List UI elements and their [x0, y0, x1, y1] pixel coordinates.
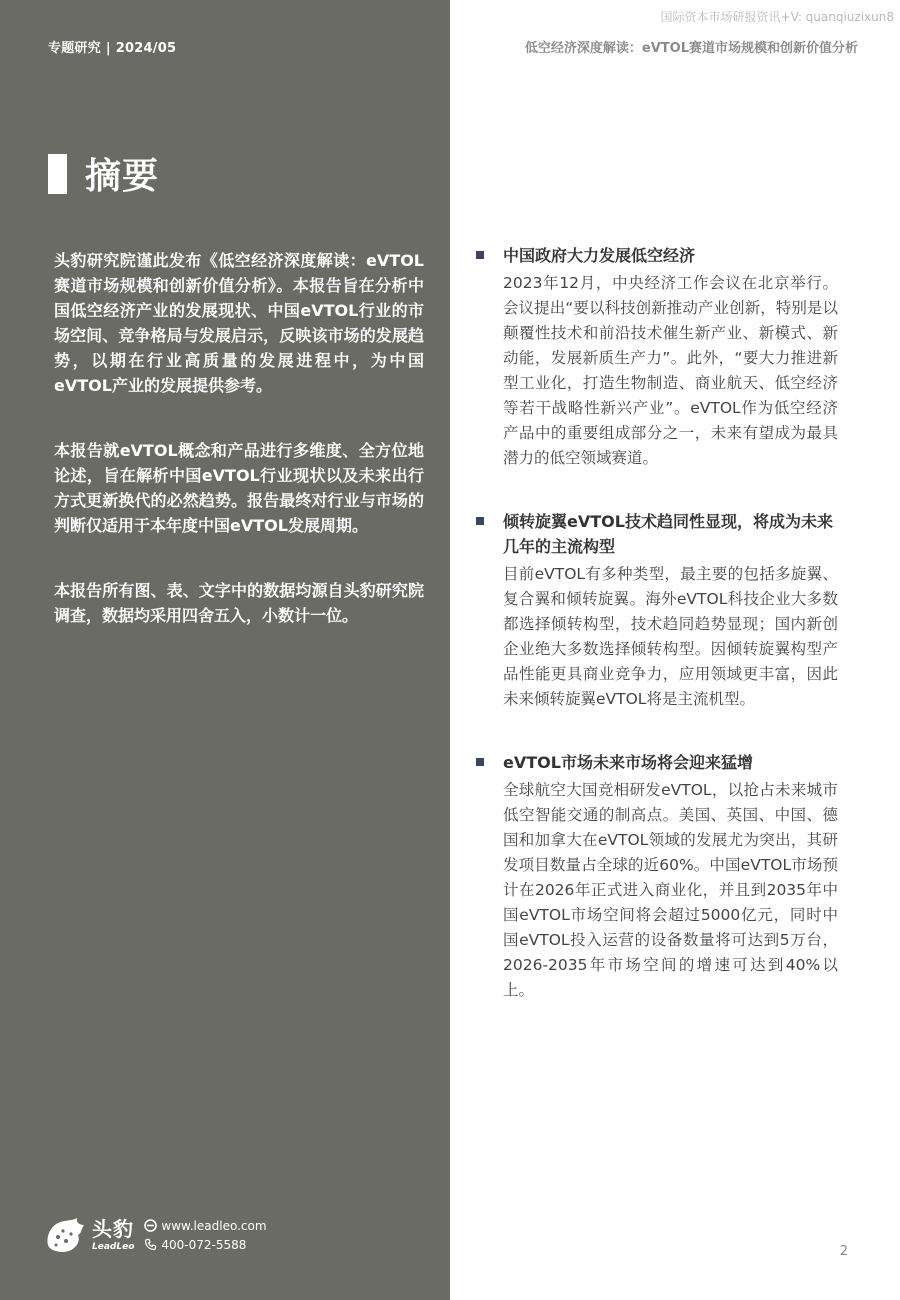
watermark-text: 国际资本市场研报资讯+V: quanqiuzixun8: [660, 10, 894, 24]
key-points: [476, 243, 838, 1041]
key-point: [476, 750, 838, 1003]
phone-row: [144, 1235, 266, 1254]
summary-paragraph: 头豹研究院谨此发布《低空经济深度解读：eVTOL赛道市场规模和创新价值分析》。本报告旨在分析中国低空经济产业的发展现状、中国eVTOL行业的市场空间、竞争格局与发展启示，反映该市场的发展趋势，以期在行业高质量的发展进程中，为中国eVTOL产业的发展提供参考。: [54, 251, 424, 395]
report-date: 2024/05: [115, 41, 177, 56]
leopard-logo-icon: [44, 1215, 86, 1255]
contact-info: [144, 1216, 266, 1254]
summary-paragraphs: [54, 248, 424, 668]
section-heading: 摘要: [85, 156, 160, 197]
title-bar-marker: [48, 154, 67, 194]
phone-number: 400-072-5588: [161, 1237, 247, 1252]
brand-name-cn: 头豹: [92, 1216, 134, 1241]
section-title: [48, 148, 159, 199]
key-point-body: 全球航空大国竞相研发eVTOL，以抢占未来城市低空智能交通的制高点。美国、英国、中国、德国和加拿大在eVTOL领域的发展尤为突出，其研发项目数量占全球的近60%。中国eVTOL市场预计在2026年正式进入商业化，并且到2035年中国eVTOL市场空间将会超过5000亿元，同时中国eVTOL投入运营的设备数量将可达到5万台，2026-2035年市场空间的增速可达到40%以上。: [503, 781, 838, 999]
key-point-body: 2023年12月，中央经济工作会议在北京举行。会议提出“要以科技创新推动产业创新，特别是以颠覆性技术和前沿技术催生新产业、新模式、新动能，发展新质生产力”。此外，“要大力推进新型工业化，打造生物制造、商业航天、低空经济等若干战略性新兴产业”。eVTOL作为低空经济产品中的重要组成部分之一，未来有望成为最具潜力的低空领域赛道。: [503, 274, 838, 467]
key-point: [476, 243, 838, 471]
brand-name: [92, 1216, 135, 1252]
key-point-title: eVTOL市场未来市场将会迎来猛增: [503, 753, 753, 772]
page-number: 2: [839, 1244, 848, 1259]
summary-paragraph: 本报告就eVTOL概念和产品进行多维度、全方位地论述，旨在解析中国eVTOL行业现状以及未来出行方式更新换代的必然趋势。报告最终对行业与市场的判断仅适用于本年度中国eVTOL发展周期。: [54, 441, 424, 535]
key-point-title: 倾转旋翼eVTOL技术趋同性显现，将成为未来几年的主流构型: [503, 512, 833, 556]
website-row: [144, 1216, 266, 1235]
square-bullet-icon: [476, 758, 484, 766]
key-point-title: 中国政府大力发展低空经济: [503, 246, 696, 265]
square-bullet-icon: [476, 517, 484, 525]
square-bullet-icon: [476, 251, 484, 259]
web-icon: [144, 1219, 157, 1232]
phone-icon: [144, 1238, 157, 1251]
summary-paragraph: 本报告所有图、表、文字中的数据均源自头豹研究院调查，数据均采用四舍五入，小数计一位。: [54, 581, 424, 625]
footer-brand: [44, 1215, 267, 1255]
key-point: [476, 509, 838, 712]
header-separator: |: [105, 41, 111, 56]
header-left: [48, 37, 176, 56]
brand-name-en: LeadLeo: [92, 1241, 135, 1252]
key-point-body: 目前eVTOL有多种类型，最主要的包括多旋翼、复合翼和倾转旋翼。海外eVTOL科技企业大多数都选择倾转构型，技术趋同趋势显现；国内新创企业绝大多数选择倾转构型。因倾转旋翼构型产品性能更具商业竞争力，应用领域更丰富，因此未来倾转旋翼eVTOL将是主流机型。: [503, 565, 838, 708]
report-title: 低空经济深度解读：eVTOL赛道市场规模和创新价值分析: [524, 41, 858, 56]
website-link[interactable]: www.leadleo.com: [161, 1218, 267, 1233]
report-category: 专题研究: [48, 41, 101, 56]
